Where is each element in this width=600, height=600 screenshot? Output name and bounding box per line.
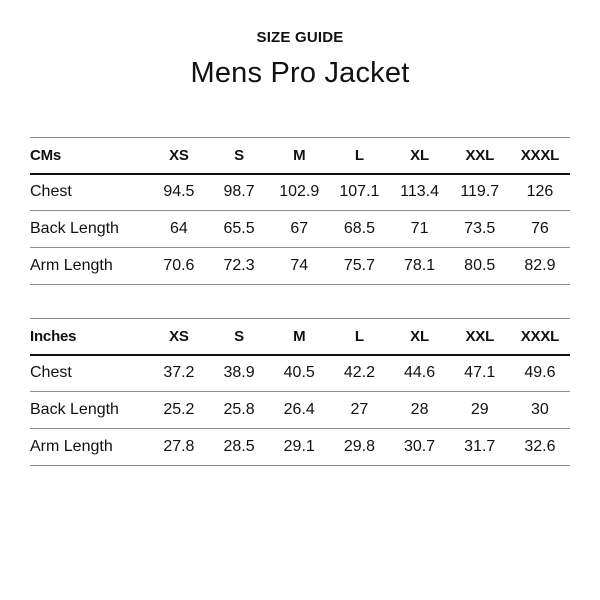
cell-value: 80.5 [450, 248, 510, 285]
table-row-chest [30, 355, 570, 392]
cell-value: 65.5 [209, 211, 269, 248]
cell-value: 29.1 [269, 429, 329, 466]
cell-value: 29 [450, 392, 510, 429]
row-label: Back Length [30, 211, 149, 248]
cell-value: 102.9 [269, 174, 329, 211]
column-header-m: M [269, 138, 329, 174]
cell-value: 75.7 [329, 248, 389, 285]
cell-value: 72.3 [209, 248, 269, 285]
cell-value: 74 [269, 248, 329, 285]
column-header-xs: XS [149, 138, 209, 174]
cell-value: 119.7 [450, 174, 510, 211]
cell-value: 126 [510, 174, 570, 211]
cell-value: 47.1 [450, 355, 510, 392]
table-row-back-length [30, 392, 570, 429]
cell-value: 68.5 [329, 211, 389, 248]
cell-value: 94.5 [149, 174, 209, 211]
table-row-arm-length [30, 248, 570, 285]
cell-value: 29.8 [329, 429, 389, 466]
column-header-xxl: XXL [450, 138, 510, 174]
cell-value: 76 [510, 211, 570, 248]
table-row-arm-length [30, 429, 570, 466]
cell-value: 42.2 [329, 355, 389, 392]
table-header-row [30, 138, 570, 174]
cell-value: 37.2 [149, 355, 209, 392]
column-header-xxl: XXL [450, 319, 510, 355]
cell-value: 28.5 [209, 429, 269, 466]
cell-value: 31.7 [450, 429, 510, 466]
cell-value: 113.4 [389, 174, 449, 211]
unit-label-inches: Inches [30, 319, 149, 355]
row-label: Back Length [30, 392, 149, 429]
cell-value: 38.9 [209, 355, 269, 392]
cell-value: 49.6 [510, 355, 570, 392]
table-row-chest [30, 174, 570, 211]
column-header-s: S [209, 319, 269, 355]
page-title: Mens Pro Jacket [190, 57, 410, 89]
column-header-xl: XL [389, 138, 449, 174]
column-header-s: S [209, 138, 269, 174]
cell-value: 28 [389, 392, 449, 429]
cell-value: 107.1 [329, 174, 389, 211]
cell-value: 27.8 [149, 429, 209, 466]
column-header-xl: XL [389, 319, 449, 355]
cell-value: 82.9 [510, 248, 570, 285]
column-header-xs: XS [149, 319, 209, 355]
row-label: Chest [30, 174, 149, 211]
cell-value: 25.2 [149, 392, 209, 429]
cell-value: 71 [389, 211, 449, 248]
cell-value: 44.6 [389, 355, 449, 392]
column-header-m: M [269, 319, 329, 355]
size-table-cms [30, 137, 570, 285]
cell-value: 73.5 [450, 211, 510, 248]
cell-value: 40.5 [269, 355, 329, 392]
cell-value: 30.7 [389, 429, 449, 466]
cell-value: 98.7 [209, 174, 269, 211]
cell-value: 26.4 [269, 392, 329, 429]
cell-value: 27 [329, 392, 389, 429]
cell-value: 32.6 [510, 429, 570, 466]
cell-value: 30 [510, 392, 570, 429]
size-guide-label: SIZE GUIDE [256, 29, 344, 46]
column-header-xxxl: XXXL [510, 138, 570, 174]
row-label: Arm Length [30, 429, 149, 466]
column-header-l: L [329, 138, 389, 174]
size-table-inches [30, 318, 570, 466]
table-row-back-length [30, 211, 570, 248]
row-label: Arm Length [30, 248, 149, 285]
table-header-row [30, 319, 570, 355]
column-header-l: L [329, 319, 389, 355]
row-label: Chest [30, 355, 149, 392]
column-header-xxxl: XXXL [510, 319, 570, 355]
unit-label-cms: CMs [30, 138, 149, 174]
cell-value: 64 [149, 211, 209, 248]
cell-value: 78.1 [389, 248, 449, 285]
cell-value: 70.6 [149, 248, 209, 285]
cell-value: 67 [269, 211, 329, 248]
cell-value: 25.8 [209, 392, 269, 429]
